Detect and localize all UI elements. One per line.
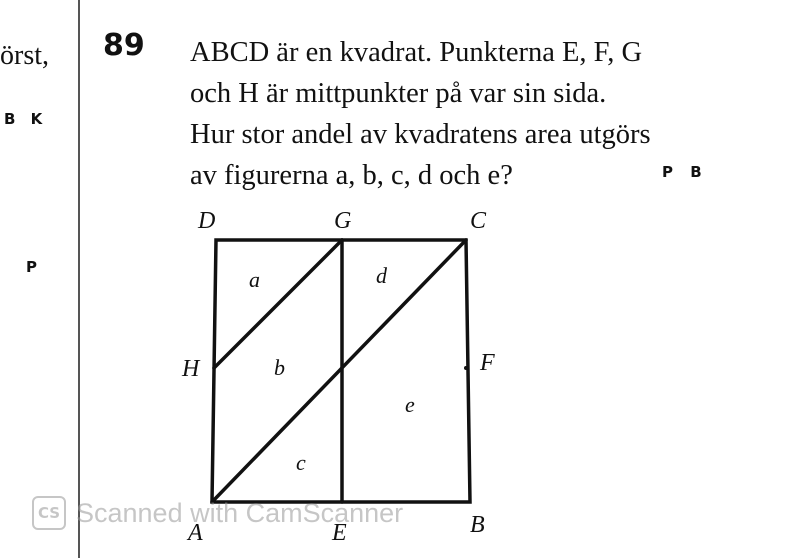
vertex-label-c: C (470, 208, 487, 234)
segment-h-g (214, 240, 342, 368)
vertex-label-h: H (182, 356, 200, 382)
region-label-e: e (405, 392, 415, 417)
region-label-a: a (249, 267, 260, 292)
camscanner-watermark (32, 496, 403, 530)
problem-line-2: och H är mittpunkter på var sin sida. (190, 78, 607, 109)
vertex-label-a: A (188, 520, 203, 546)
problem-line-3: Hur stor andel av kvadratens area utgörs (190, 119, 651, 150)
vertex-label-g: G (334, 208, 352, 234)
region-label-d: d (376, 263, 387, 288)
left-margin-tag-top: B K (4, 110, 48, 128)
left-margin-tag-mid: P (26, 258, 42, 276)
region-label-c: c (296, 450, 306, 475)
vertex-label-f: F (480, 350, 495, 376)
region-label-b: b (274, 355, 285, 380)
problem-line-4: av figurerna a, b, c, d och e? (190, 160, 513, 191)
left-margin-text-fragment: örst, (0, 40, 49, 71)
vertex-label-b: B (470, 512, 485, 538)
vertex-label-e: E (332, 520, 347, 546)
watermark-text: Scanned with CamScanner (76, 497, 404, 528)
problem-number: 89 (103, 28, 145, 63)
midpoint-f-dot (464, 366, 468, 370)
problem-tag: P B (662, 163, 708, 181)
problem-line-1: ABCD är en kvadrat. Punkterna E, F, G (190, 37, 643, 68)
vertex-label-d: D (198, 208, 216, 234)
camscanner-logo-icon: CS (32, 496, 66, 530)
